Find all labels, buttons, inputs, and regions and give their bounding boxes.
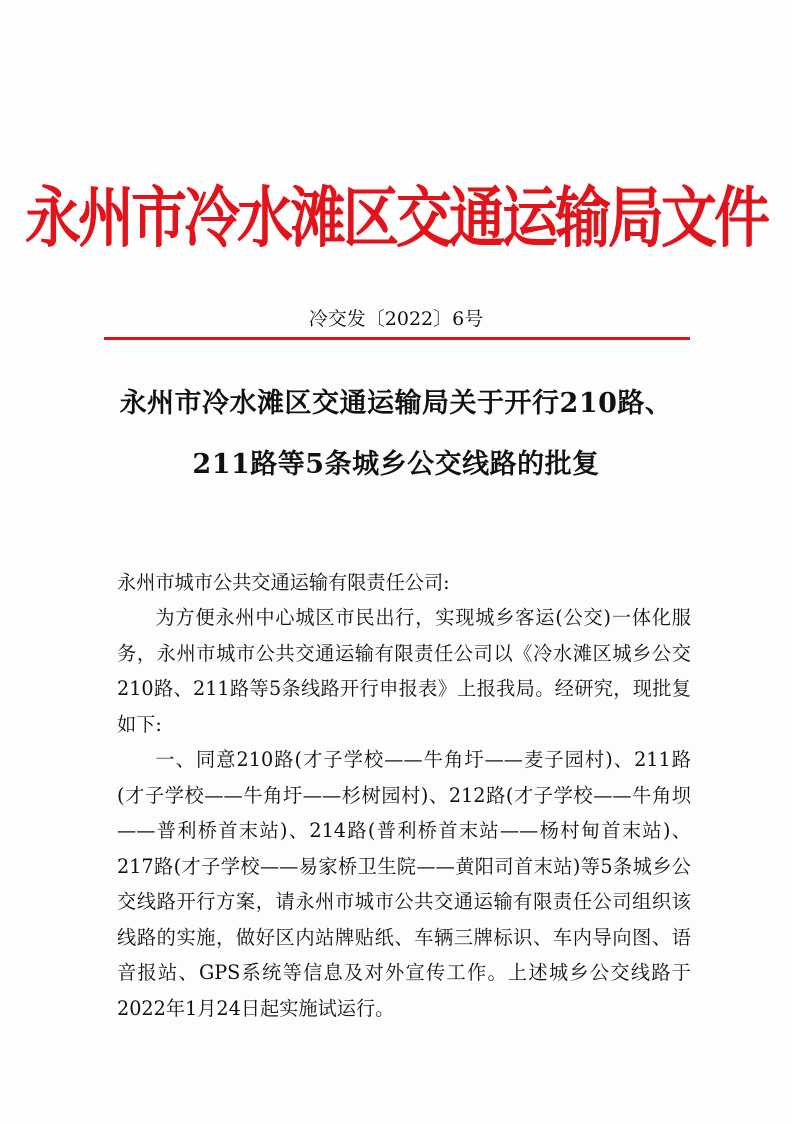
salutation-text: 永州市城市公共交通运输有限责任公司: <box>117 571 450 594</box>
body-paragraph-1 <box>117 600 691 742</box>
paragraph-2-text: 一、同意210路(才子学校——牛角圩——麦子园村)、211路(才子学校——牛角圩——杉树园村)、212路(才子学校——牛角坝——普利桥首末站)、214路(普利桥首末站——杨村甸首末站)、217路(才子学校——易家桥卫生院——黄阳司首末站)等5条城乡公交线路开行方案，请永州市城市公共交通运输有限责任公司组织该线路的实施，做好区内站牌贴纸、车辆三牌标识、车内导向图、语音报站、GPS系统等信息及对外宣传工作。上述城乡公交线路于2022年1月24日起实施试运行。 <box>117 748 691 1020</box>
document-number: 冷交发〔2022〕6号 <box>308 308 484 330</box>
document-masthead: 永州市冷水滩区交通运输局文件 <box>25 180 767 257</box>
body-paragraph-2 <box>117 742 691 1026</box>
paragraph-1-text: 为方便永州中心城区市民出行，实现城乡客运(公交)一体化服务，永州市城市公共交通运输有限责任公司以《冷水滩区城乡公交210路、211路等5条线路开行申报表》上报我局。经研究，现批复如下: <box>117 606 691 736</box>
red-divider-line <box>104 337 690 340</box>
document-title-line-2: 211路等5条城乡公交线路的批复 <box>192 449 600 480</box>
document-title-line-1: 永州市冷水滩区交通运输局关于开行210路、 <box>119 388 673 419</box>
salutation <box>117 565 691 601</box>
